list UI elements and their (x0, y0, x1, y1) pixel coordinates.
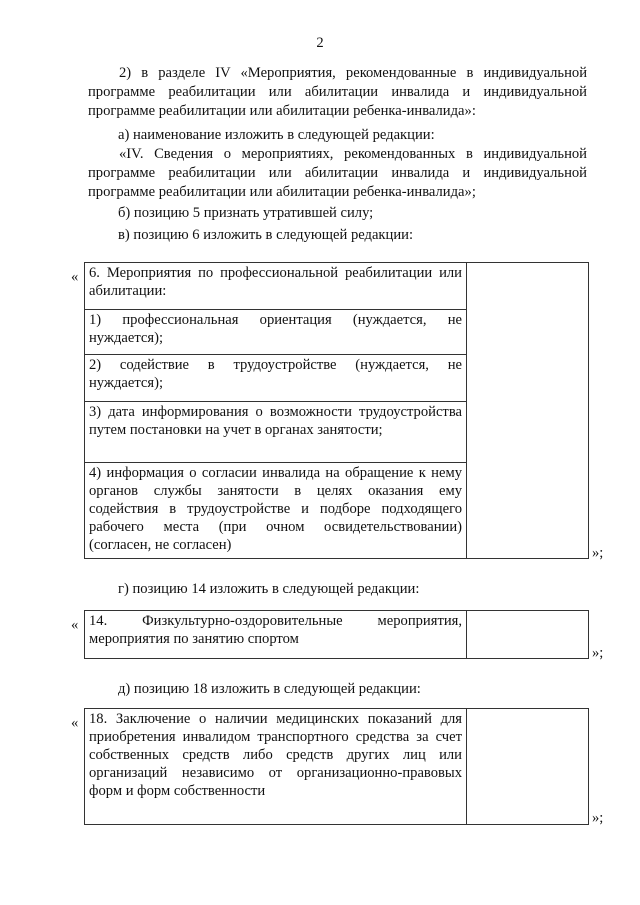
close-quote-6: »; (592, 545, 604, 561)
position-6-row-4: 4) информация о согласии инвалида на обращение к нему органов службы занятости в целях оказания ему содействия в трудоустройстве и подборе подходящего рабочего места (при очном освидетельствовании) (согласен, не согласен) (85, 463, 467, 559)
table-row (85, 709, 589, 825)
paragraph-item-a: а) наименование изложить в следующей редакции: (118, 127, 435, 143)
paragraph-item-2: 2) в разделе IV «Мероприятия, рекомендованные в индивидуальной программе реабилитации или абилитации инвалида и индивидуальной программе реабилитации или абилитации ребенка-инвалида»: (88, 65, 587, 119)
position-18-text: 18. Заключение о наличии медицинских показаний для приобретения инвалидом транспортного средства за счет собственных средств либо средств других лиц или организаций независимо от организационно-правовых форм и форм собственности (85, 709, 467, 825)
close-quote-14: »; (592, 645, 604, 661)
paragraph-item-b: б) позицию 5 признать утратившей силу; (118, 205, 374, 221)
position-14-text: 14. Физкультурно-оздоровительные мероприятия, мероприятия по занятию спортом (85, 611, 467, 659)
open-quote-18: « (71, 715, 79, 731)
page-number: 2 (316, 35, 324, 51)
close-quote-18: »; (592, 810, 604, 826)
open-quote-14: « (71, 617, 79, 633)
open-quote-6: « (71, 269, 79, 285)
position-6-table (84, 262, 589, 559)
paragraph-item-v: в) позицию 6 изложить в следующей редакции: (118, 227, 414, 243)
position-6-row-3: 3) дата информирования о возможности трудоустройства путем постановки на учет в органах занятости; (85, 402, 467, 463)
position-6-value-cell (467, 263, 589, 559)
paragraph-item-d: д) позицию 18 изложить в следующей редакции: (118, 681, 421, 697)
position-14-table (84, 610, 589, 659)
paragraph-item-g: г) позицию 14 изложить в следующей редакции: (118, 581, 420, 597)
position-6-heading: 6. Мероприятия по профессиональной реабилитации или абилитации: (85, 263, 467, 310)
position-6-row-2: 2) содействие в трудоустройстве (нуждается, не нуждается); (85, 355, 467, 402)
position-6-row-1: 1) профессиональная ориентация (нуждается, не нуждается); (85, 310, 467, 355)
paragraph-new-title: «IV. Сведения о мероприятиях, рекомендованных в индивидуальной программе реабилитации или абилитации инвалида и индивидуальной программе реабилитации или абилитации ребенка-инвалида»; (88, 146, 587, 200)
table-row (85, 611, 589, 659)
position-14-value-cell (467, 611, 589, 659)
table-row (85, 263, 589, 310)
position-18-table (84, 708, 589, 825)
position-18-value-cell (467, 709, 589, 825)
